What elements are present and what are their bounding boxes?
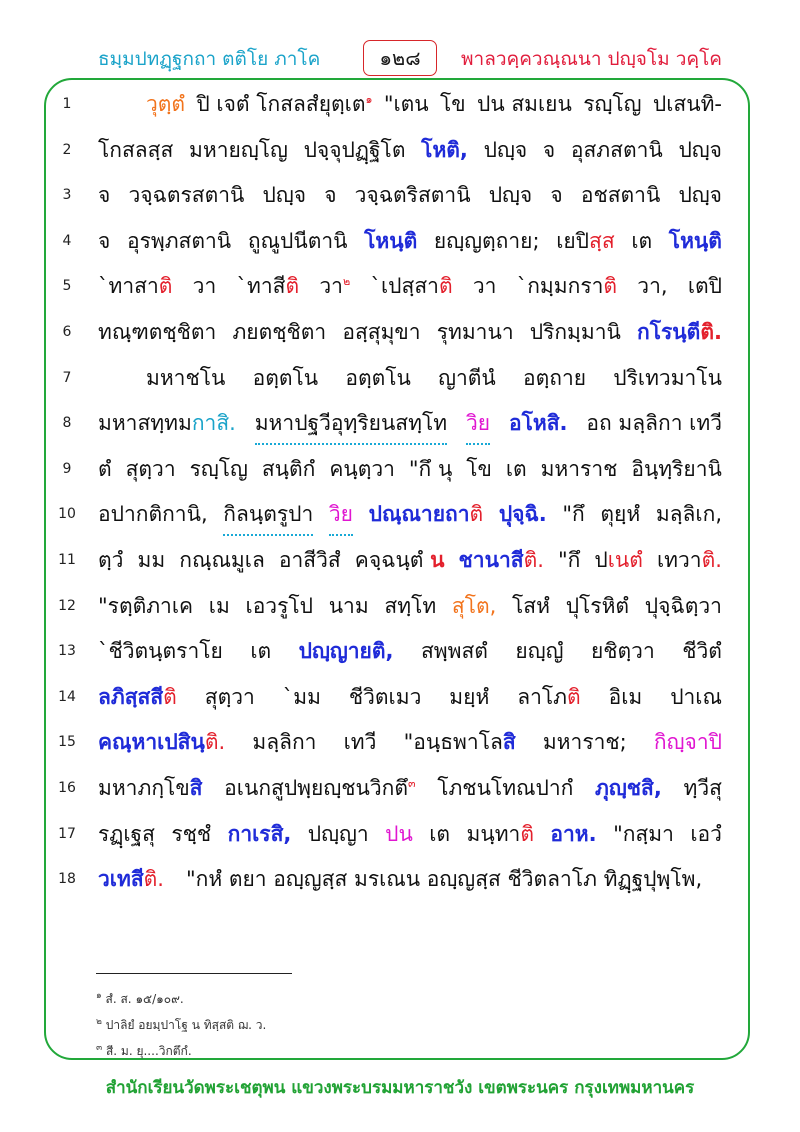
line-number: 7 xyxy=(62,369,72,386)
word: เต xyxy=(429,821,451,846)
word: อปากติกานิ, xyxy=(98,502,208,527)
line-number: 5 xyxy=(62,278,72,295)
header-right-title: พาลวคฺควณฺณนา ปญฺจโม วคฺโค xyxy=(461,48,722,70)
word: ยชิตฺวา xyxy=(590,639,655,664)
word: อตฺตโน xyxy=(252,365,319,390)
word: อุรพฺภสตานิ xyxy=(126,228,232,253)
word: กณฺณมูเล xyxy=(179,548,265,572)
word: `กมฺมกราติ xyxy=(516,274,618,299)
word: ลภิสฺสสีติ xyxy=(98,684,177,709)
word: โหติ, xyxy=(421,137,468,162)
word: ปญฺญายติ, xyxy=(298,639,394,664)
word: อิเม xyxy=(608,684,643,709)
word: โข xyxy=(440,92,466,116)
word: มหาภกฺโขสิ xyxy=(98,776,203,800)
text-line xyxy=(98,584,722,628)
text-line xyxy=(98,173,722,217)
text-line xyxy=(98,675,722,719)
word: โหนฺติ xyxy=(668,228,722,253)
text-line xyxy=(98,128,722,172)
line-number: 2 xyxy=(62,141,72,158)
line-number: 10 xyxy=(58,506,76,523)
word: จ xyxy=(98,183,111,208)
word: อถ มลฺลิกา เทวี xyxy=(586,411,722,436)
word: มนฺทาติ xyxy=(466,821,534,846)
word: มลฺลิเก, xyxy=(655,502,722,527)
word: อาห. xyxy=(550,821,597,846)
word: มหายญฺโญ xyxy=(189,137,288,162)
word: วา$^๒$ xyxy=(319,274,351,299)
word: อสฺสุมุขา xyxy=(342,320,421,344)
text-line xyxy=(98,812,722,856)
word: ลาโภติ xyxy=(517,684,581,709)
line-number: 15 xyxy=(58,734,76,751)
word: เต xyxy=(250,639,272,664)
word: ปญฺญา xyxy=(307,821,369,846)
text-line xyxy=(98,538,722,582)
word: เอวรูโป xyxy=(245,593,313,618)
word: มยฺหํ xyxy=(449,684,490,709)
word: รญฺโญ xyxy=(583,92,642,116)
word: โภชนโทณปากํ xyxy=(437,776,574,800)
text-line xyxy=(146,356,722,400)
word: คณฺหาเปสินฺติ. xyxy=(98,730,226,755)
word: ทณฺฑตชฺชิตา xyxy=(98,320,217,344)
word: สุตฺวา xyxy=(125,456,176,481)
word: สพฺพสตํ xyxy=(420,639,488,664)
word: อินฺทฺริยานิ xyxy=(631,456,722,481)
footnote-marker: ๓ xyxy=(407,777,416,790)
word: มลฺลิกา xyxy=(252,730,317,755)
word: มหาปฐวีอุทฺริยนสทฺโท xyxy=(255,401,447,445)
word: อาสีวิสํ xyxy=(278,548,341,572)
word: คจฺฉนฺตํ น xyxy=(354,548,445,572)
line-number: 16 xyxy=(58,780,76,796)
footer-institution: สำนักเรียนวัดพระเชตุพน แขวงพระบรมมหาราชวัง เขตพระนคร กรุงเทพมหานคร xyxy=(105,1078,695,1098)
word: เตปิ xyxy=(687,274,722,299)
footnote: $^๓$ สี. ม. ยุ....วิกตึกํ. xyxy=(96,1043,192,1058)
word: ชีวิตเมว xyxy=(348,684,422,709)
footnote-marker: ๒ xyxy=(342,275,351,289)
word: วา xyxy=(192,274,217,299)
word: วเทสีติ. xyxy=(98,867,164,892)
line-number: 4 xyxy=(62,232,72,249)
word: "อนฺธพาโลสิ xyxy=(403,730,516,755)
word: กโรนฺตีติ. xyxy=(637,320,722,344)
word: อตฺตโน xyxy=(345,365,411,390)
word: เทวี xyxy=(343,730,377,755)
word: สุตฺวา xyxy=(204,684,255,709)
word: อุสภสตานิ xyxy=(570,137,663,162)
line-number: 12 xyxy=(58,597,76,614)
word: ปจฺจุปฏฺฐิโต xyxy=(303,137,406,162)
word: `ชีวิตนฺตราโย xyxy=(98,639,223,664)
word: ปเนตํ xyxy=(594,548,643,572)
word: ปริเทวมาโน xyxy=(613,365,722,390)
word: รญฺโญ xyxy=(189,456,248,481)
word: วจฺฉตริสตานิ xyxy=(354,183,471,208)
word: วจฺฉตรสตานิ xyxy=(128,183,245,208)
word: อตฺถาย xyxy=(523,365,587,390)
word: ปุจฺฉิตฺวา xyxy=(644,593,722,618)
word: เต xyxy=(505,456,527,481)
word: ปเสนทิ- xyxy=(652,92,722,116)
word: ตฺวํ xyxy=(98,548,124,572)
word: มหาสทฺทมกาสิ. xyxy=(98,411,236,436)
word: กาเรสิ, xyxy=(227,821,292,846)
line-number: 8 xyxy=(62,415,72,432)
word: เอวํ xyxy=(690,821,722,846)
word: อชสตานิ xyxy=(580,183,661,208)
text-line xyxy=(98,857,722,901)
word: ภยตชฺชิตา xyxy=(232,320,327,344)
text-line xyxy=(98,401,722,445)
word: `ทาสาติ xyxy=(98,274,173,299)
word: โกสลสฺส xyxy=(98,137,174,162)
word: ถูณูปนีตานิ xyxy=(247,228,348,253)
word: จ xyxy=(542,137,556,162)
word: วา, xyxy=(637,274,668,299)
word: ปณฺณายถาติ xyxy=(368,502,484,527)
word: ชีวิตํ xyxy=(682,639,722,664)
text-line xyxy=(98,492,722,536)
word: โข xyxy=(466,456,492,481)
footnote: $^๑$ สํ. ส. ๑๕/๑๐๙. xyxy=(96,991,184,1006)
word: ชานาสีติ. xyxy=(458,548,544,572)
word: กิญฺจาปิ xyxy=(653,730,722,755)
word: ยญฺญํ xyxy=(515,639,564,664)
word: คนฺตฺวา xyxy=(329,456,395,481)
word: มหาราช xyxy=(540,456,618,481)
word: มหาราช; xyxy=(542,730,627,755)
word: "กึ xyxy=(557,548,581,572)
word: ยญฺญตฺถาย; xyxy=(433,228,540,253)
word: ปญฺจ xyxy=(488,183,533,208)
word: ญาตีนํ xyxy=(438,365,496,390)
word: วา xyxy=(472,274,497,299)
text-line xyxy=(98,629,722,673)
word: อโหสิ. xyxy=(508,411,568,436)
word: ตุยฺหํ xyxy=(600,502,641,527)
word: ปุโรหิตํ xyxy=(565,593,630,618)
word: "กึ xyxy=(562,502,585,527)
word: วิย xyxy=(329,492,353,536)
word: "เตน xyxy=(383,92,429,116)
text-line xyxy=(98,264,722,308)
word: กิลนฺตรูปา xyxy=(223,492,313,536)
line-number: 1 xyxy=(62,96,72,112)
word: จ xyxy=(550,183,563,208)
word: สนฺติกํ xyxy=(261,456,316,481)
word: มหาชโน xyxy=(146,365,226,390)
word: เยปิสฺส xyxy=(556,228,615,253)
text-line xyxy=(98,310,722,354)
line-number: 18 xyxy=(58,871,76,888)
word: มม xyxy=(137,548,166,572)
text-line xyxy=(98,447,722,491)
word: ปญฺจ xyxy=(678,183,722,208)
word: "รตฺติภาเค xyxy=(98,593,194,618)
header-left-title: ธมฺมปทฏฺฐกถา ตติโย ภาโค xyxy=(98,48,321,70)
footnote: $^๒$ ปาลิยํ อยมฺปาโฐ น ทิสฺสติ ฌ. ว. xyxy=(96,1017,267,1032)
word: เต xyxy=(631,228,653,253)
line-number: 13 xyxy=(58,643,76,660)
line-number: 17 xyxy=(58,825,76,842)
word: วุตฺตํ xyxy=(146,92,186,116)
footnote-rule xyxy=(96,973,292,974)
line-number: 14 xyxy=(58,688,76,705)
line-number: 11 xyxy=(58,552,76,568)
word: รชฺชํ xyxy=(171,821,212,846)
word: สุโต, xyxy=(451,593,497,618)
word: จ xyxy=(324,183,337,208)
word: วิย xyxy=(466,401,490,445)
word: จ xyxy=(98,228,111,253)
word: `เปสฺสาติ xyxy=(370,274,453,299)
word: ตํ xyxy=(98,456,112,481)
word: ทฺวีสุ xyxy=(683,776,722,800)
text-line xyxy=(146,82,722,126)
word: `มม xyxy=(282,684,321,709)
word: อเนกสูปพฺยญฺชนวิกตึ$^๓$ xyxy=(224,776,416,800)
word: "กสฺมา xyxy=(613,821,674,846)
word: ภุญฺชสิ, xyxy=(595,776,662,800)
word: เม xyxy=(208,593,230,618)
word: `ทาสีติ xyxy=(236,274,300,299)
word: ปญฺจ xyxy=(483,137,528,162)
word: "กึ นุ xyxy=(408,456,453,481)
text-line xyxy=(98,720,722,764)
word: นาม xyxy=(328,593,369,618)
word: ปน สมเยน xyxy=(476,92,572,116)
text-line xyxy=(98,766,722,810)
word: รฏฺเฐสุ xyxy=(98,821,155,846)
text-line xyxy=(98,219,722,263)
word: รุทมานา xyxy=(436,320,514,344)
word: "กหํ ตยา อญฺญสฺส มรเณน อญฺญสฺส ชีวิตลาโภ ทิฏฺฐปุพฺโพ, xyxy=(185,867,703,892)
word: ปิ เจตํ โกสลสํยุตฺเต$^๑$ xyxy=(196,92,373,116)
word: ปริกมฺมานิ xyxy=(529,320,621,344)
word: ปญฺจ xyxy=(678,137,722,162)
footnote-marker: ๑ xyxy=(365,93,373,106)
word: เทวาติ. xyxy=(656,548,722,572)
line-number: 9 xyxy=(62,460,72,477)
line-number: 3 xyxy=(62,187,72,204)
word: ปุจฺฉิ. xyxy=(498,502,547,527)
word: ปาเณ xyxy=(670,684,722,709)
word: โหนฺติ xyxy=(364,228,418,253)
word: สทฺโท xyxy=(384,593,437,618)
page-number: ๑๒๘ xyxy=(363,40,437,76)
word: โสหํ xyxy=(512,593,550,618)
line-number: 6 xyxy=(62,324,72,340)
word: ปญฺจ xyxy=(262,183,307,208)
word: ปน xyxy=(385,821,413,846)
